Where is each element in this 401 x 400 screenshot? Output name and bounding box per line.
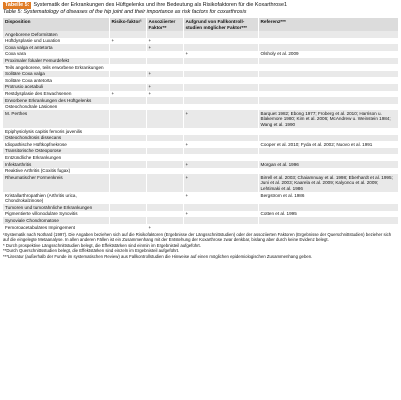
cell-risk-factor xyxy=(109,168,146,175)
cell-reference xyxy=(258,128,398,135)
caption-german-text: Systematik der Erkrankungen des Hüftgelenks und ihre Bedeutung als Risikofaktoren für die Koxarthrose1 xyxy=(33,2,287,8)
cell-associated-factor xyxy=(146,148,183,155)
cell-disposition: Teils angeborene, teils erworbene Erkrankungen xyxy=(3,64,109,71)
header-associated-factor: Assoziierter Faktor** xyxy=(146,18,183,31)
cell-disposition: Coxa vara xyxy=(3,51,109,58)
cell-disposition: Rheumatischer Formenkreis xyxy=(3,174,109,192)
cell-risk-factor xyxy=(109,148,146,155)
cell-disposition: Femoroacetabuläres Impingement xyxy=(3,224,109,231)
table-row xyxy=(3,44,398,51)
cell-possible-factor: + xyxy=(183,174,258,192)
cell-reference xyxy=(258,71,398,78)
cell-associated-factor: + xyxy=(146,224,183,231)
cell-possible-factor xyxy=(183,58,258,65)
cell-associated-factor: + xyxy=(146,84,183,91)
cell-possible-factor: + xyxy=(183,110,258,128)
cell-risk-factor xyxy=(109,77,146,84)
cell-disposition: Restdysplasie des Erwachsenen xyxy=(3,91,109,98)
cell-disposition: Tumoren und tumorähnliche Erkrankungen xyxy=(3,204,109,211)
cell-possible-factor xyxy=(183,31,258,38)
cell-possible-factor: + xyxy=(183,141,258,148)
cell-associated-factor xyxy=(146,192,183,204)
cell-risk-factor xyxy=(109,44,146,51)
cell-disposition: Idiopathische Hüftkopfnekrose xyxy=(3,141,109,148)
cell-associated-factor xyxy=(146,77,183,84)
cell-risk-factor xyxy=(109,217,146,224)
cell-associated-factor xyxy=(146,204,183,211)
cell-reference xyxy=(258,38,398,45)
cell-disposition: Proximaler fokaler Femurdefekt xyxy=(3,58,109,65)
table-row xyxy=(3,224,398,231)
cell-possible-factor: + xyxy=(183,192,258,204)
cell-risk-factor xyxy=(109,97,146,104)
cell-reference: Morgan et al. 1996 xyxy=(258,161,398,168)
cell-reference: Cotten et al. 1995 xyxy=(258,211,398,218)
cell-reference xyxy=(258,64,398,71)
footnote-2: * Durch prospektive Längsschnittstudien belegt, die Effektstärken sind einmin im Ergebnisteil aufgeführt. xyxy=(3,242,201,248)
cell-possible-factor: + xyxy=(183,161,258,168)
footnote-4: ***Literatur (außerhalb der Funde im systematischen Review) aus Fallkontrollstudien die Hinweise auf einen möglichen epidemiologischen Zusammenhang geben. xyxy=(3,253,313,259)
cell-possible-factor xyxy=(183,204,258,211)
cell-risk-factor: + xyxy=(109,38,146,45)
table-row xyxy=(3,141,398,148)
cell-risk-factor xyxy=(109,58,146,65)
table-row xyxy=(3,64,398,71)
cell-possible-factor xyxy=(183,217,258,224)
cell-risk-factor xyxy=(109,141,146,148)
cell-risk-factor xyxy=(109,71,146,78)
table-row xyxy=(3,84,398,91)
cell-possible-factor xyxy=(183,104,258,111)
cell-disposition: M. Perthes xyxy=(3,110,109,128)
cell-associated-factor xyxy=(146,141,183,148)
cell-disposition: Osteochondrale Läsionen xyxy=(3,104,109,111)
cell-associated-factor xyxy=(146,211,183,218)
cell-associated-factor: + xyxy=(146,38,183,45)
cell-risk-factor xyxy=(109,204,146,211)
cell-possible-factor: + xyxy=(183,51,258,58)
cell-associated-factor xyxy=(146,51,183,58)
table-row xyxy=(3,31,398,38)
cell-associated-factor xyxy=(146,104,183,111)
cell-risk-factor xyxy=(109,104,146,111)
cell-associated-factor xyxy=(146,128,183,135)
table-row xyxy=(3,71,398,78)
cell-risk-factor xyxy=(109,110,146,128)
cell-associated-factor xyxy=(146,154,183,161)
footnotes xyxy=(3,232,398,260)
cell-risk-factor xyxy=(109,135,146,142)
table-row xyxy=(3,168,398,175)
cell-reference xyxy=(258,135,398,142)
cell-disposition: Kristallarthropathien (Arthritis urica, Chondrokalzinose) xyxy=(3,192,109,204)
table-number-badge: Tabelle 5: xyxy=(5,2,30,8)
header-reference: Referenz*** xyxy=(258,18,398,31)
table-row xyxy=(3,217,398,224)
header-possible-factor: Aufgrund von Fallkontroll-studien möglicher Faktor*** xyxy=(183,18,258,31)
cell-risk-factor xyxy=(109,211,146,218)
cell-associated-factor: + xyxy=(146,44,183,51)
table-row xyxy=(3,128,398,135)
cell-reference: Birrell et al. 2003; Chaiamnuay et al. 1998; Eberhardt et al. 1995; Juni et al. 2003; Kaarela et al. 2009; Kalyoncu et al. 2009; Lehtimaki et al. 1986 xyxy=(258,174,398,192)
cell-reference xyxy=(258,217,398,224)
cell-possible-factor: + xyxy=(183,211,258,218)
cell-disposition: Osteochondrosis dissecans xyxy=(3,135,109,142)
table-caption-english: Table 5: Systematology of diseases of the hip joint and their importance as risk factors for coxarthrosis xyxy=(3,9,247,15)
cell-risk-factor xyxy=(109,161,146,168)
cell-disposition: Transitorische Osteoporose xyxy=(3,148,109,155)
cell-associated-factor xyxy=(146,110,183,128)
cell-risk-factor xyxy=(109,128,146,135)
cell-associated-factor xyxy=(146,31,183,38)
cell-disposition: Synoviale Chondromatose xyxy=(3,217,109,224)
cell-reference: Cooper et al. 2010; Fyda et al. 2002; Nuovo et al. 1991 xyxy=(258,141,398,148)
table-row xyxy=(3,97,398,104)
cell-reference xyxy=(258,168,398,175)
table-row xyxy=(3,148,398,155)
cell-reference xyxy=(258,44,398,51)
cell-associated-factor: + xyxy=(146,71,183,78)
cell-risk-factor xyxy=(109,84,146,91)
table-row xyxy=(3,77,398,84)
cell-disposition: Solitäre Coxa antetorta xyxy=(3,77,109,84)
cell-disposition: Entzündliche Erkrankungen xyxy=(3,154,109,161)
cell-reference xyxy=(258,91,398,98)
cell-risk-factor xyxy=(109,174,146,192)
table-caption-german xyxy=(3,2,398,9)
cell-possible-factor xyxy=(183,168,258,175)
cell-possible-factor xyxy=(183,84,258,91)
cell-reference: Bergstrom et al. 1986 xyxy=(258,192,398,204)
cell-disposition: Erworbene Erkrankungen des Hüftgelenks xyxy=(3,97,109,104)
table-row xyxy=(3,174,398,192)
table-row xyxy=(3,135,398,142)
cell-possible-factor xyxy=(183,38,258,45)
cell-possible-factor xyxy=(183,128,258,135)
cell-reference xyxy=(258,77,398,84)
cell-possible-factor xyxy=(183,77,258,84)
cell-disposition: Reaktive Arthritis (Coxitis fugax) xyxy=(3,168,109,175)
cell-risk-factor xyxy=(109,64,146,71)
cell-associated-factor xyxy=(146,174,183,192)
cell-reference xyxy=(258,97,398,104)
cell-associated-factor xyxy=(146,161,183,168)
table-row xyxy=(3,58,398,65)
cell-associated-factor xyxy=(146,58,183,65)
cell-reference xyxy=(258,148,398,155)
table-row xyxy=(3,104,398,111)
cell-reference xyxy=(258,204,398,211)
cell-reference: Barquet 1982; Ebong 1977; Froberg et al. 2010; Harrison u. Blakemore 1980; Kim et al. 2006; McAndrew u. Weinstein 1984; Wang et al. 1990 xyxy=(258,110,398,128)
cell-disposition: Infektarthritis xyxy=(3,161,109,168)
cell-possible-factor xyxy=(183,44,258,51)
table-body xyxy=(3,31,398,230)
cell-risk-factor xyxy=(109,31,146,38)
cell-disposition: Epiphysiolysis capitis femoris juvenilis xyxy=(3,128,109,135)
cell-possible-factor xyxy=(183,71,258,78)
cell-disposition: Pigmentierte villonoduläre Synovitis xyxy=(3,211,109,218)
cell-reference xyxy=(258,104,398,111)
table-row xyxy=(3,51,398,58)
cell-reference xyxy=(258,224,398,231)
cell-associated-factor xyxy=(146,217,183,224)
cell-disposition: Protrusio acetabuli xyxy=(3,84,109,91)
table-row xyxy=(3,110,398,128)
cell-possible-factor xyxy=(183,91,258,98)
cell-disposition: Solitäre Coxa valga xyxy=(3,71,109,78)
cell-reference xyxy=(258,58,398,65)
cell-possible-factor xyxy=(183,97,258,104)
cell-disposition: Angeborene Deformitäten xyxy=(3,31,109,38)
cell-risk-factor xyxy=(109,51,146,58)
cell-possible-factor xyxy=(183,135,258,142)
cell-risk-factor xyxy=(109,224,146,231)
cell-associated-factor xyxy=(146,168,183,175)
risk-factor-table xyxy=(3,18,398,231)
cell-possible-factor xyxy=(183,148,258,155)
cell-associated-factor xyxy=(146,97,183,104)
table-row xyxy=(3,154,398,161)
cell-possible-factor xyxy=(183,64,258,71)
cell-reference: Olsholy et al. 2009 xyxy=(258,51,398,58)
table-header xyxy=(3,18,398,31)
cell-risk-factor: + xyxy=(109,91,146,98)
cell-associated-factor: + xyxy=(146,91,183,98)
header-disposition: Disposition xyxy=(3,18,109,31)
cell-possible-factor xyxy=(183,154,258,161)
cell-reference xyxy=(258,31,398,38)
cell-possible-factor xyxy=(183,224,258,231)
table-row xyxy=(3,38,398,45)
cell-risk-factor xyxy=(109,192,146,204)
footnote-3: **Durch Querschnittsstudien belegt, die Effektstärken sind einzeln im Ergebnisteil aufgeführt. xyxy=(3,248,180,254)
table-row xyxy=(3,91,398,98)
cell-disposition: Hüftdysplasie und Luxation xyxy=(3,38,109,45)
table-row xyxy=(3,211,398,218)
cell-reference xyxy=(258,84,398,91)
cell-associated-factor xyxy=(146,135,183,142)
header-risk-factor: Risiko-faktor¹ xyxy=(109,18,146,31)
cell-disposition: Coxa valga et antetorta xyxy=(3,44,109,51)
table-row xyxy=(3,192,398,204)
footnote-1: ¹Systematik nach Nothard (1997). Die Angaben beziehen sich auf die Risikofaktoren (Ergebnisse der Längsschnittstudien) oder der assoziierten Faktoren (Ergebnisse der Querschnittstudien) bezieher sich auf die eingelegte Metaanalyse. In allen anderen Fällen ist ein Zusammenhang mit der Entstehung der Koxarthrose zwar denkbar, bislang aber durch keine Evidenz belegt. xyxy=(3,231,392,243)
table-row xyxy=(3,161,398,168)
cell-reference xyxy=(258,154,398,161)
cell-risk-factor xyxy=(109,154,146,161)
cell-associated-factor xyxy=(146,64,183,71)
table-row xyxy=(3,204,398,211)
